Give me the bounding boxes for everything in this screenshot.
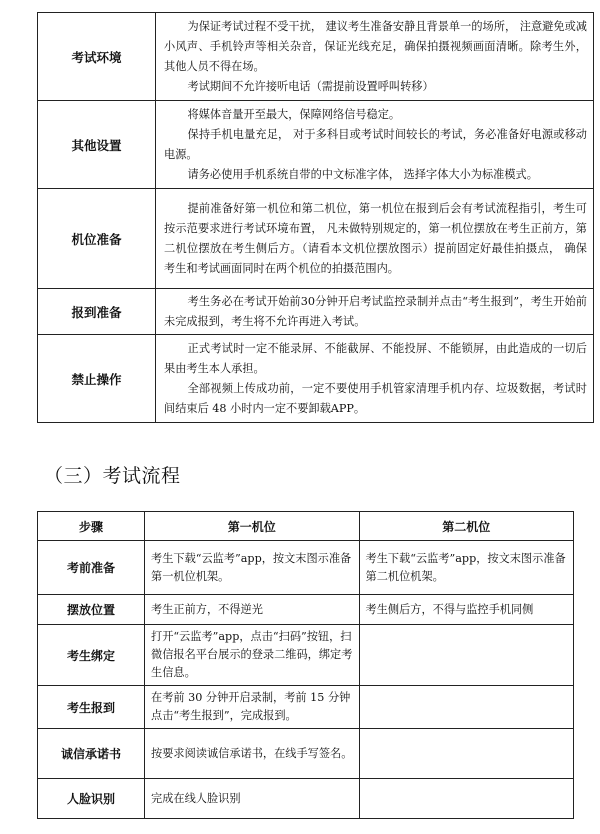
- table-row: [38, 541, 574, 595]
- first-camera-cell: 考生下载“云监考”app，按文末图示准备第一机位机架。: [145, 541, 360, 595]
- row-content: [156, 335, 594, 423]
- column-header: 第一机位: [145, 512, 360, 541]
- section-heading: （三）考试流程: [44, 465, 181, 487]
- table-row: [38, 189, 594, 289]
- second-camera-cell: [359, 686, 574, 729]
- first-camera-cell: 按要求阅读诚信承诺书，在线手写签名。: [145, 729, 360, 779]
- table-row: [38, 335, 594, 423]
- column-header: 步骤: [38, 512, 145, 541]
- row-content: [156, 101, 594, 189]
- row-content: [156, 289, 594, 335]
- paragraph: 将媒体音量开至最大，保障网络信号稳定。: [187, 107, 401, 121]
- step-name: 考生绑定: [38, 625, 145, 686]
- paragraph: 考生务必在考试开始前30分钟开启考试监控录制并点击“考生报到”，考生开始前未完成报到，考生将不允许再进入考试。: [164, 294, 587, 328]
- second-camera-cell: 考生下载“云监考”app，按文末图示准备第二机位机架。: [359, 541, 574, 595]
- header-row: [38, 512, 574, 541]
- table-row: [38, 686, 574, 729]
- paragraph: 请务必使用手机系统自带的中文标准字体， 选择字体大小为标准模式。: [187, 167, 538, 181]
- row-key: 报到准备: [38, 289, 156, 335]
- step-name: 考生报到: [38, 686, 145, 729]
- second-camera-cell: [359, 729, 574, 779]
- row-key: 禁止操作: [38, 335, 156, 423]
- table-row: [38, 13, 594, 101]
- table-row: [38, 779, 574, 819]
- paragraph: 全部视频上传成功前，一定不要使用手机管家清理手机内存、垃圾数据，考试时间结束后 48 小时内一定不要卸载APP。: [164, 381, 587, 415]
- table-row: [38, 729, 574, 779]
- row-key: 其他设置: [38, 101, 156, 189]
- step-name: 诚信承诺书: [38, 729, 145, 779]
- second-camera-cell: [359, 625, 574, 686]
- table-row: [38, 625, 574, 686]
- paragraph: 正式考试时一定不能录屏、不能截屏、不能投屏、不能锁屏，由此造成的一切后果由考生本人承担。: [164, 341, 587, 375]
- table-row: [38, 289, 594, 335]
- first-camera-cell: 在考前 30 分钟开启录制，考前 15 分钟点击“考生报到”，完成报到。: [145, 686, 360, 729]
- table-row: [38, 101, 594, 189]
- step-name: 摆放位置: [38, 595, 145, 625]
- first-camera-cell: 完成在线人脸识别: [145, 779, 360, 819]
- column-header: 第二机位: [359, 512, 574, 541]
- exam-process-table: [37, 511, 574, 819]
- exam-requirements-table: [37, 12, 594, 423]
- first-camera-cell: 打开“云监考”app，点击“扫码”按钮，扫微信报名平台展示的登录二维码，绑定考生信息。: [145, 625, 360, 686]
- step-name: 人脸识别: [38, 779, 145, 819]
- paragraph: 提前准备好第一机位和第二机位，第一机位在报到后会有考试流程指引，考生可按示范要求进行考试环境布置， 凡未做特别规定的，第一机位摆放在考生正前方，第二机位摆放在考生侧后方。（请看本文机位摆放图示）提前固定好最佳拍摄点， 确保考生和考试画面同时在两个机位的拍摄范围内。: [164, 201, 587, 275]
- first-camera-cell: 考生正前方，不得逆光: [145, 595, 360, 625]
- row-key: 机位准备: [38, 189, 156, 289]
- paragraph: 考试期间不允许接听电话（需提前设置呼叫转移）: [187, 79, 434, 93]
- second-camera-cell: [359, 779, 574, 819]
- paragraph: 为保证考试过程不受干扰， 建议考生准备安静且背景单一的场所， 注意避免或减小风声、手机铃声等相关杂音，保证光线充足，确保拍摄视频画面清晰。除考生外，其他人员不得在场。: [164, 19, 587, 73]
- row-key: 考试环境: [38, 13, 156, 101]
- table-row: [38, 595, 574, 625]
- row-content: [156, 13, 594, 101]
- step-name: 考前准备: [38, 541, 145, 595]
- paragraph: 保持手机电量充足， 对于多科目或考试时间较长的考试，务必准备好电源或移动电源。: [164, 127, 587, 161]
- row-content: [156, 189, 594, 289]
- second-camera-cell: 考生侧后方，不得与监控手机同侧: [359, 595, 574, 625]
